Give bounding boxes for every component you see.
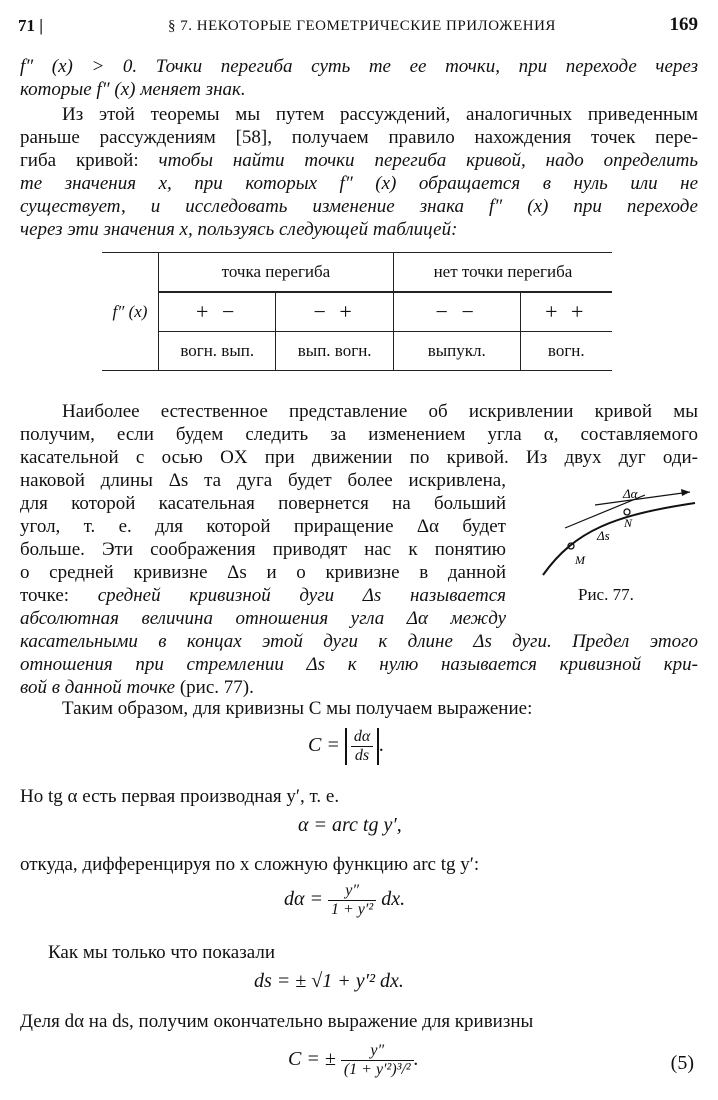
text-line: Деля dα на ds, получим окончательно выражение для кривизны: [20, 1011, 534, 1032]
text-line: Но tg α есть первая производная y′, т. е.: [20, 786, 340, 807]
definition-text: вой в данной точке: [20, 677, 176, 698]
numerator: dα: [351, 728, 373, 747]
text-line: [20, 584, 506, 607]
sign-table: [102, 252, 612, 371]
formula-lhs: C =: [308, 734, 340, 757]
f-double-prime-label: f″ (x): [112, 301, 148, 321]
text-span: точке:: [20, 585, 98, 606]
table-header-inflection: точка перегиба: [159, 253, 394, 293]
text-line: Таким образом, для кривизны C мы получаем выражение:: [62, 698, 533, 719]
table-row-label: [102, 253, 159, 371]
denominator: (1 + y′²)³/²: [343, 1061, 411, 1078]
table-cell: + −: [159, 292, 276, 332]
page-number-left: 71 |: [18, 16, 43, 35]
text-line: раньше рассуждениям [58], получаем правило нахождения точек пере-: [20, 127, 698, 148]
text-line: через эти значения x, пользуясь следующей таблицей:: [20, 219, 458, 240]
text-span: (рис. 77).: [175, 677, 254, 698]
formula-alpha: α = arc tg y′,: [298, 814, 402, 836]
text-line: угол, т. е. для которой приращение Δα будет: [20, 516, 506, 537]
text-line: которые f″ (x) меняет знак.: [20, 79, 246, 100]
table-cell: выпукл.: [393, 332, 520, 371]
figure-77-curve: [535, 470, 700, 590]
chapter-title: § 7. НЕКОТОРЫЕ ГЕОМЕТРИЧЕСКИЕ ПРИЛОЖЕНИЯ: [168, 18, 556, 34]
fraction: [351, 728, 373, 765]
running-header: [18, 14, 698, 40]
denominator: ds: [354, 747, 370, 764]
table-cell: − +: [276, 292, 393, 332]
text-line: [20, 149, 698, 172]
table-cell: вып. вогн.: [276, 332, 393, 371]
point-m-label: M: [575, 553, 585, 567]
text-line: получим, если будем следить за изменением угла α, составляемого: [20, 424, 698, 445]
numerator: y″: [328, 882, 376, 901]
point-n-label: N: [624, 516, 633, 530]
figure-caption: Рис. 77.: [578, 585, 634, 604]
formula-dalpha: [284, 882, 405, 919]
delta-alpha-label: Δα: [623, 486, 638, 501]
text-line: откуда, дифференцируя по x сложную функцию arc tg y′:: [20, 854, 480, 875]
numerator: y″: [341, 1042, 414, 1061]
text-line: касательной с осью OX при движении по кривой. Из двух дуг оди-: [20, 447, 698, 468]
text-span: гиба кривой:: [20, 150, 159, 171]
text-line: абсолютная величина отношения угла Δα между: [20, 608, 506, 629]
formula-curvature-final: C = ± $\frac{y''}{\text{(1 + y′²)³/²}}$ .: [288, 1042, 419, 1078]
text-line: для которой касательная повернется на больший: [20, 493, 506, 514]
formula-lhs: dα =: [284, 888, 323, 911]
formula-ds: ds = ± √1 + y′² dx.: [254, 970, 404, 992]
text-line: [20, 676, 698, 699]
text-line: больше. Эти соображения приводят нас к понятию: [20, 539, 506, 560]
text-line: f″ (x) > 0. Точки перегиба суть те ее точки, при переходе через: [20, 56, 698, 77]
table-cell: + +: [520, 292, 612, 332]
formula-tail: dx.: [381, 888, 406, 911]
formula-lhs: C = ±: [288, 1048, 336, 1071]
table-cell: вогн. вып.: [159, 332, 276, 371]
table-cell: вогн.: [520, 332, 612, 371]
definition-text: средней кривизной дуги Δs называется: [97, 585, 506, 606]
text-line: существует, и исследовать изменение знака f″ (x) при переходе: [20, 196, 698, 217]
text-line: касательными в концах этой дуги к длине Δs дуги. Предел этого: [20, 631, 698, 652]
text-line: те значения x, при которых f″ (x) обращается в нуль или не: [20, 173, 698, 194]
equation-number: (5): [670, 1052, 694, 1074]
text-line: о средней кривизне Δs и о кривизне в данной: [20, 562, 506, 583]
denominator: 1 + y′²: [331, 901, 374, 918]
text-line: наковой длины Δs та дуга будет более искривлена,: [20, 470, 506, 491]
text-line: Наиболее естественное представление об искривлении кривой мы: [62, 401, 698, 422]
rule-text: чтобы найти точки перегиба кривой, надо определить: [158, 150, 698, 171]
table-cell: − −: [393, 292, 520, 332]
text-line: Как мы только что показали: [48, 942, 275, 963]
table-header-no-inflection: нет точки перегиба: [393, 253, 612, 293]
absolute-value: [345, 728, 379, 765]
text-line: Из этой теоремы мы путем рассуждений, аналогичных приведенным: [62, 104, 698, 125]
fraction: [328, 882, 376, 919]
fraction: [341, 1042, 414, 1079]
page-number: 169: [669, 14, 698, 35]
formula-curvature: C = $\frac{d\alpha}{ds}$ .: [308, 728, 385, 764]
delta-s-label: Δs: [597, 528, 610, 543]
text-line: отношения при стремлении Δs к нулю называется кривизной кри-: [20, 654, 698, 675]
